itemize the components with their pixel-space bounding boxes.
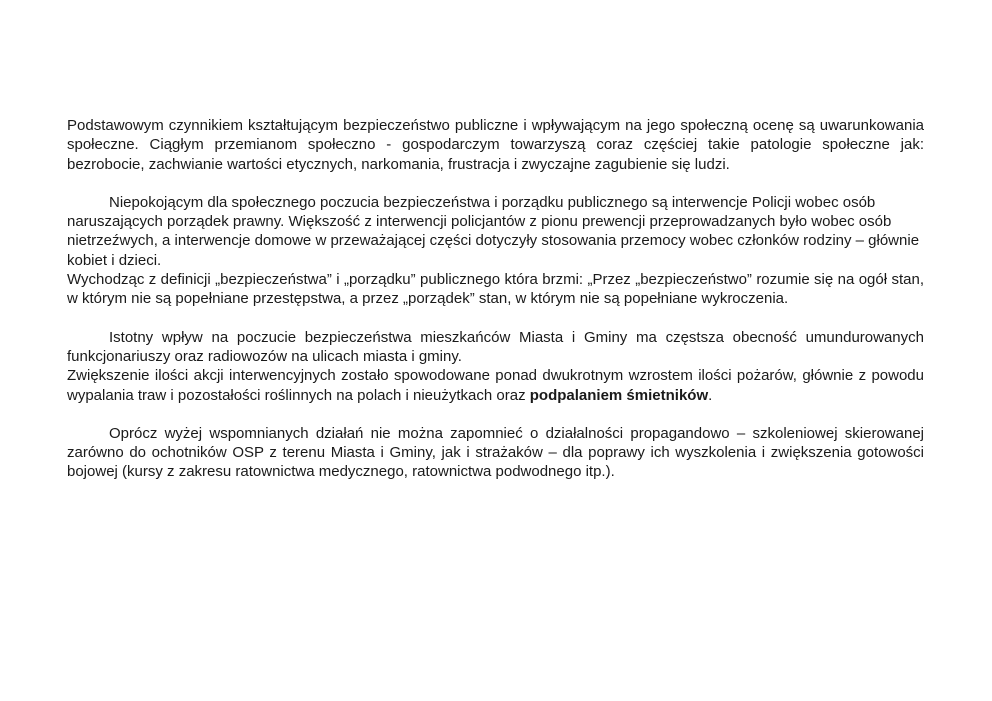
paragraph-spacer: [67, 174, 924, 193]
paragraph-5: [67, 366, 924, 405]
paragraph-spacer: [67, 309, 924, 328]
paragraph-2: Niepokojącym dla społecznego poczucia bezpieczeństwa i porządku publicznego są interwencje Policji wobec osób naruszających porządek prawny. Większość z interwencji policjantów z pionu prewencji przeprowadzanych było wobec osób nietrzeźwych, a interwencje domowe w przeważającej części dotyczyły stosowania przemocy wobec członków rodziny – głównie kobiet i dzieci.: [67, 193, 920, 269]
paragraph-5-text: Zwiększenie ilości akcji interwencyjnych zostało spowodowane ponad dwukrotnym wzrostem ilości pożarów, głównie z powodu wypalania traw i pozostałości roślinnych na polach i nieużytkach oraz: [67, 367, 924, 404]
paragraph-spacer: [67, 405, 924, 424]
paragraph-4: Istotny wpływ na poczucie bezpieczeństwa mieszkańców Miasta i Gminy ma częstsza obecność umundurowanych funkcjonariuszy oraz radiowozów na ulicach miasta i gminy.: [67, 328, 924, 365]
paragraph-3: Wychodząc z definicji „bezpieczeństwa” i „porządku” publicznego która brzmi: „Przez „bezpieczeństwo” rozumie się na ogół stan, w którym nie są popełniane przestępstwa, a przez „porządek” stan, w którym nie są popełniane wykroczenia.: [67, 271, 924, 308]
paragraph-5-bold-text: podpalaniem śmietników: [529, 386, 709, 404]
paragraph-5-end: .: [708, 386, 713, 404]
paragraph-6: Oprócz wyżej wspomnianych działań nie można zapomnieć o działalności propagandowo – szkoleniowej skierowanej zarówno do ochotników OSP z terenu Miasta i Gminy, jak i strażaków – dla poprawy ich wyszkolenia i zwiększenia gotowości bojowej (kursy z zakresu ratownictwa medycznego, ratownictwa podwodnego itp.).: [67, 424, 924, 481]
document-body: [67, 116, 924, 482]
paragraph-1: Podstawowym czynnikiem kształtującym bezpieczeństwo publiczne i wpływającym na jego społeczną ocenę są uwarunkowania społeczne. Ciągłym przemianom społeczno - gospodarczym towarzyszą coraz częściej takie patologie społeczne jak: bezrobocie, zachwianie wartości etycznych, narkomania, frustracja i zwyczajne zagubienie się ludzi.: [67, 117, 924, 173]
